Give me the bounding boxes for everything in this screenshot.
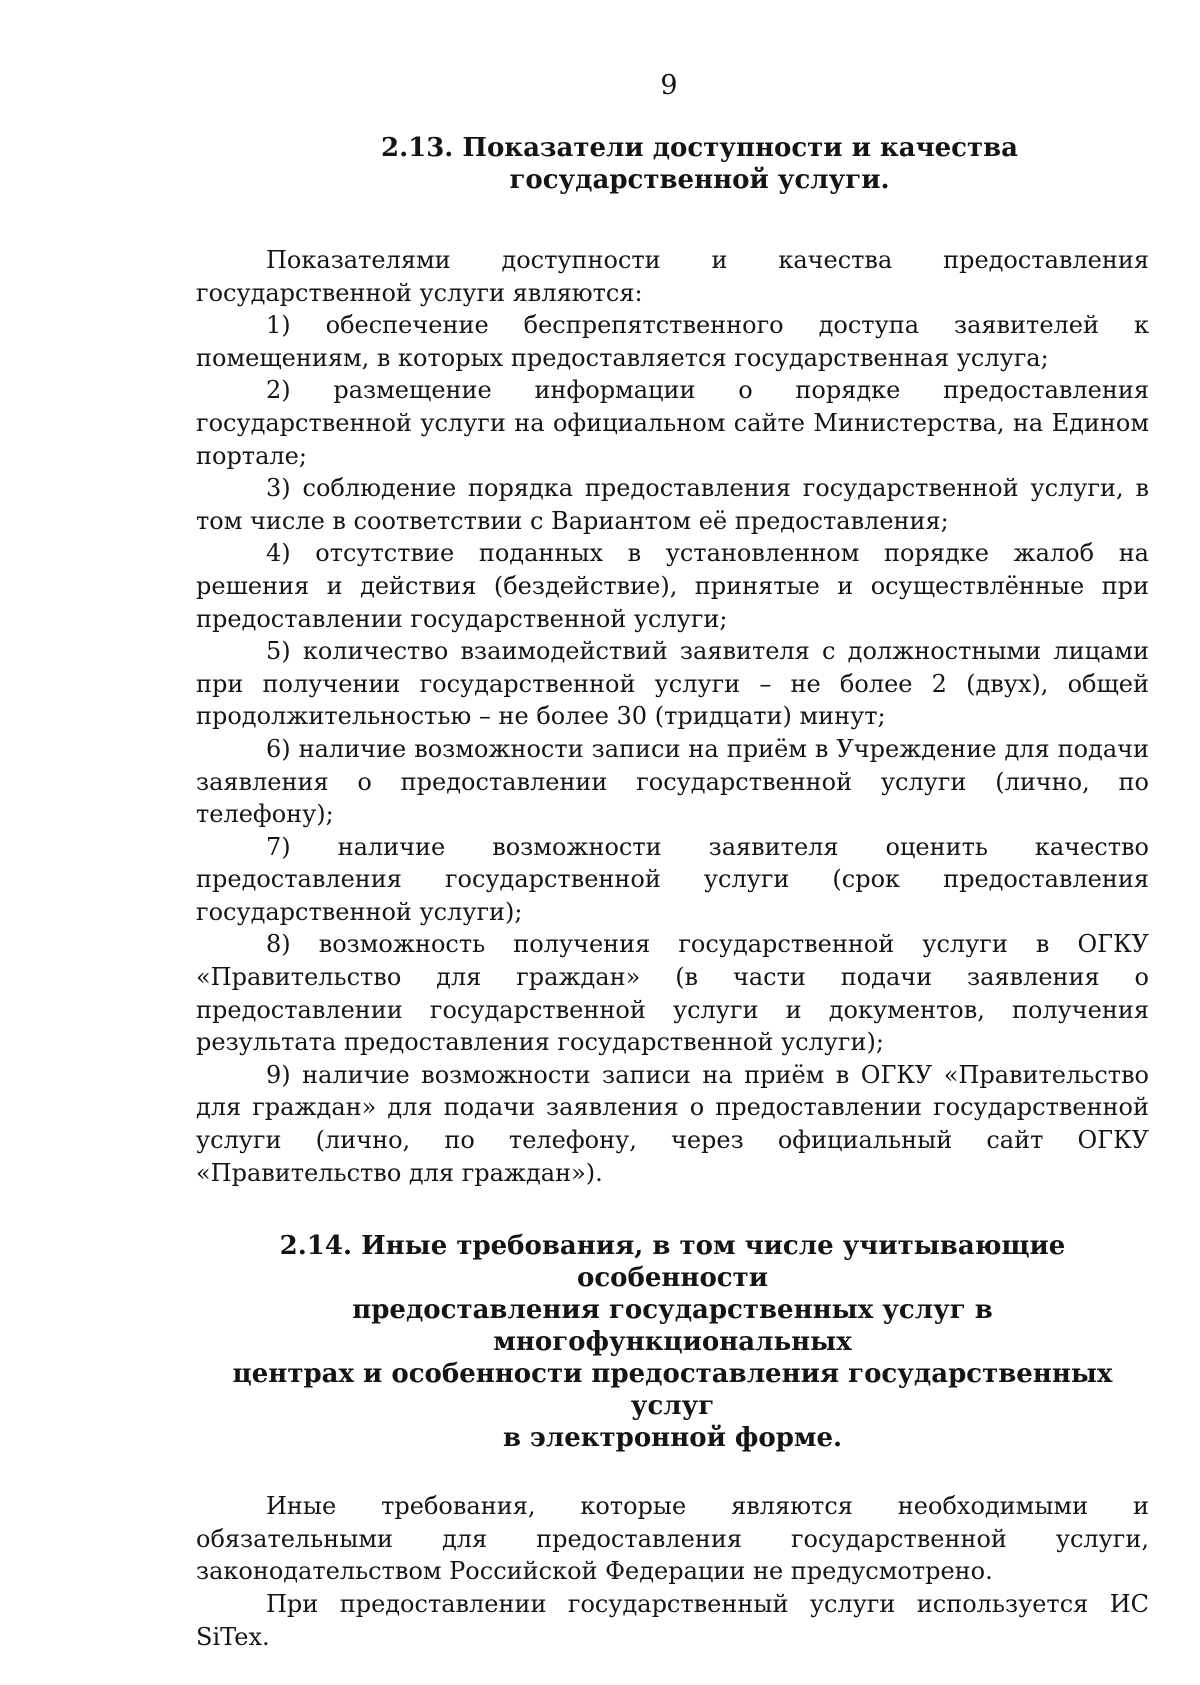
body-paragraph: При предоставлении государственный услуги используется ИС SiTex. xyxy=(196,1590,1149,1651)
section-heading-2-13: 2.13. Показатели доступности и качества государственной услуги. xyxy=(380,133,1019,195)
heading-line: центрах и особенности предоставления государственных услуг xyxy=(232,1359,1113,1422)
list-item: 4) отсутствие поданных в установленном порядке жалоб на решения и действия (бездействие), принятые и осуществлённые при предоставлении государственной услуги; xyxy=(196,539,1149,633)
page-number: 9 xyxy=(660,70,678,101)
spacer xyxy=(196,1454,1149,1490)
section-intro: Показателями доступности и качества предоставления государственной услуги являются: xyxy=(196,246,1149,307)
list-item: 3) соблюдение порядка предоставления государственной услуги, в том числе в соответствии с Вариантом её предоставления; xyxy=(196,474,1149,535)
list-item: 7) наличие возможности заявителя оценить качество предоставления государственной услуги (срок предоставления государственной услуги); xyxy=(196,832,1149,926)
document-body xyxy=(196,132,1149,1653)
body-paragraph: Иные требования, которые являются необходимыми и обязательными для предоставления государственной услуги, законодательством Российской Федерации не предусмотрено. xyxy=(196,1492,1149,1586)
heading-line: предоставления государственных услуг в многофункциональных xyxy=(352,1295,993,1358)
heading-line: 2.14. Иные требования, в том числе учитывающие особенности xyxy=(279,1231,1066,1294)
section-heading-2-14 xyxy=(196,1230,1149,1454)
list-item: 5) количество взаимодействий заявителя с должностными лицами при получении государственной услуги – не более 2 (двух), общей продолжительностью – не более 30 (тридцати) минут; xyxy=(196,637,1149,731)
heading-line: в электронной форме. xyxy=(502,1423,843,1454)
list-item: 8) возможность получения государственной услуги в ОГКУ «Правительство для граждан» (в части подачи заявления о предоставлении государственной услуги и документов, получения результата предоставления государственной услуги); xyxy=(196,930,1149,1057)
spacer xyxy=(196,1189,1149,1230)
list-item: 1) обеспечение беспрепятственного доступа заявителей к помещениям, в которых предоставляется государственная услуга; xyxy=(196,311,1149,372)
list-item: 9) наличие возможности записи на приём в ОГКУ «Правительство для граждан» для подачи заявления о предоставлении государственной услуги (лично, по телефону, через официальный сайт ОГКУ «Правительство для граждан»). xyxy=(196,1060,1149,1187)
spacer xyxy=(196,196,1149,244)
list-item: 2) размещение информации о порядке предоставления государственной услуги на официальном сайте Министерства, на Едином портале; xyxy=(196,376,1149,470)
list-item: 6) наличие возможности записи на приём в Учреждение для подачи заявления о предоставлении государственной услуги (лично, по телефону); xyxy=(196,734,1149,829)
